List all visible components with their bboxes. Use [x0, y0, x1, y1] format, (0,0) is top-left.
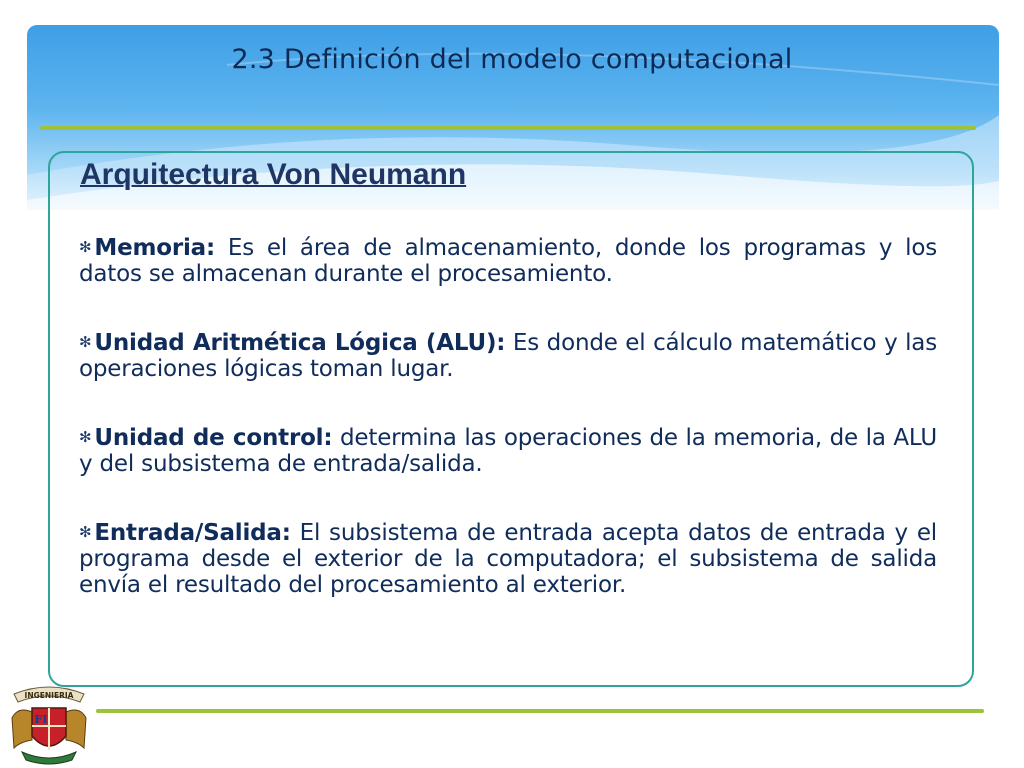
bullet-item-entrada-salida	[79, 519, 937, 598]
bullet-text: Es el área de almacenamiento, donde los programas y los datos se almacenan durante el procesamiento.	[79, 235, 937, 287]
bullet-item-alu	[79, 329, 937, 382]
bullet-term: Memoria:	[94, 235, 215, 261]
asterisk-bullet-icon: ✻	[79, 523, 92, 541]
slide-title: 2.3 Definición del modelo computacional	[231, 44, 793, 75]
bullet-term: Unidad de control:	[94, 425, 333, 451]
bullet-text: Es donde el cálculo matemático y las operaciones lógicas toman lugar.	[79, 330, 937, 382]
logo-letters: FI	[34, 713, 48, 726]
bottom-divider	[96, 709, 984, 713]
title-divider	[40, 126, 976, 130]
faculty-crest-icon	[8, 678, 90, 766]
bullet-text: El subsistema de entrada acepta datos de entrada y el programa desde el exterior de la computadora; el subsistema de salida envía el resultado del procesamiento al exterior.	[79, 520, 937, 598]
section-heading: Arquitectura Von Neumann	[80, 158, 467, 191]
bullet-term: Entrada/Salida:	[94, 520, 291, 546]
asterisk-bullet-icon: ✻	[79, 238, 92, 256]
asterisk-bullet-icon: ✻	[79, 428, 92, 446]
bullet-item-unidad-control	[79, 424, 937, 477]
logo-banner-text: INGENIERIA	[24, 691, 74, 700]
asterisk-bullet-icon: ✻	[79, 333, 92, 351]
bullet-list	[79, 234, 937, 640]
bullet-term: Unidad Aritmética Lógica (ALU):	[94, 330, 506, 356]
bullet-text: determina las operaciones de la memoria, de la ALU y del subsistema de entrada/salida.	[79, 425, 938, 477]
bullet-item-memoria	[79, 234, 937, 287]
